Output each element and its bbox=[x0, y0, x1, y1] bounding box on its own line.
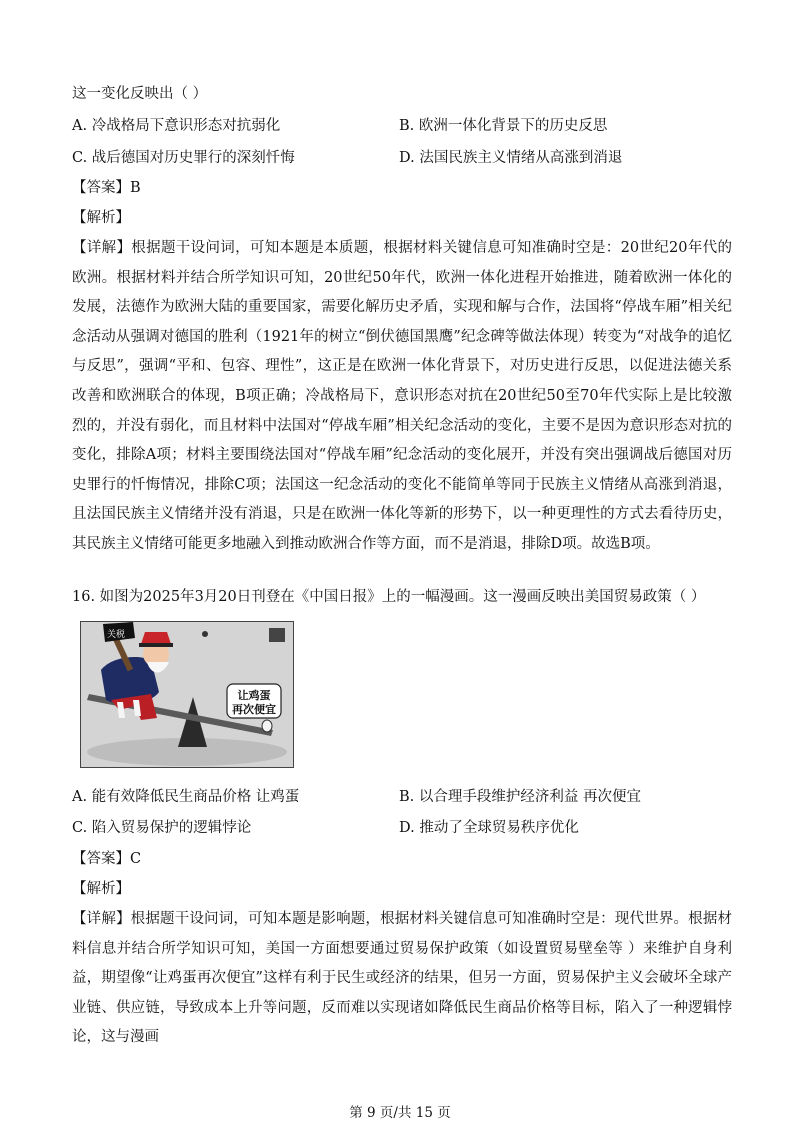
speech-line-2: 再次便宜 bbox=[232, 703, 276, 716]
hammer-label: 关税 bbox=[107, 630, 126, 640]
q15-option-b: B. 欧洲一体化背景下的历史反思 bbox=[399, 118, 608, 134]
cartoon-illustration bbox=[81, 622, 293, 767]
q16-analysis: 【详解】根据题干设问词，可知本题是影响题，根据材料关键信息可知准确时空是：现代世界。根据材料信息并结合所学知识可知，美国一方面想要通过贸易保护政策（如设置贸易壁垒等 ）来维护自身利益，期望像“让鸡蛋再次便宜”这样有利于民生或经济的结果，但另一方面，贸易保护主义会破坏全球产业链、供应链，导致成本上升等问题，反而难以实现诸如降低民生商品价格等目标，陷入了一种逻辑悖论，这与漫画 bbox=[72, 911, 732, 1046]
q16-option-c: C. 陷入贸易保护的逻辑悖论 bbox=[72, 820, 252, 836]
speech-line-1: 让鸡蛋 bbox=[237, 689, 271, 702]
figure-hat bbox=[141, 632, 171, 644]
q16-stem: 16. 如图为2025年3月20日刊登在《中国日报》上的一幅漫画。这一漫画反映出美国贸易政策（ ） bbox=[72, 589, 706, 605]
q15-option-c: C. 战后德国对历史罪行的深刻忏悔 bbox=[72, 150, 295, 166]
q15-analysis-label: 【解析】 bbox=[72, 210, 130, 226]
q15-option-a: A. 冷战格局下意识形态对抗弱化 bbox=[72, 118, 281, 134]
q15-stem-tail: 这一变化反映出（ ） bbox=[72, 86, 208, 102]
q16-cartoon bbox=[80, 621, 294, 768]
page-footer: 第 9 页/共 15 页 bbox=[349, 1105, 451, 1121]
egg-icon bbox=[262, 720, 272, 732]
q16-option-d: D. 推动了全球贸易秩序优化 bbox=[399, 820, 579, 836]
q16-option-b: B. 以合理手段维护经济利益 再次便宜 bbox=[399, 789, 641, 805]
q16-answer: 【答案】C bbox=[72, 851, 142, 867]
q16-analysis-label: 【解析】 bbox=[72, 881, 130, 897]
q15-option-d: D. 法国民族主义情绪从高涨到消退 bbox=[399, 150, 623, 166]
q16-option-a: A. 能有效降低民生商品价格 让鸡蛋 bbox=[72, 789, 300, 805]
cartoonist-mark bbox=[269, 628, 285, 642]
q15-answer: 【答案】B bbox=[72, 180, 141, 196]
q15-analysis: 【详解】根据题干设问词，可知本题是本质题，根据材料关键信息可知准确时空是：20世纪20年代的欧洲。根据材料并结合所学知识可知，20世纪50年代，欧洲一体化进程开始推进，随着欧洲一体化的发展，法德作为欧洲大陆的重要国家，需要化解历史矛盾，实现和解与合作，法国将“停战车厢”相关纪念活动从强调对德国的胜利（1921年的树立“倒伏德国黑鹰”纪念碑等做法体现）转变为“对战争的追忆与反思”，强调“平和、包容、理性”，这正是在欧洲一体化背景下，对历史进行反思，以促进法德关系改善和欧洲联合的体现，B项正确；冷战格局下，意识形态对抗在20世纪50至70年代实际上是比较激烈的，并没有弱化，而且材料中法国对“停战车厢”相关纪念活动的变化，主要不是因为意识形态对抗的变化，排除A项；材料主要围绕法国对“停战车厢”纪念活动的变化展开，并没有突出强调战后德国对历史罪行的忏悔情况，排除C项；法国这一纪念活动的变化不能简单等同于民族主义情绪从高涨到消退，且法国民族主义情绪并没有消退，只是在欧洲一体化等新的形势下，以一种更理性的方式去看待历史，其民族主义情绪可能更多地融入到推动欧洲合作等方面，而不是消退，排除D项。故选B项。 bbox=[72, 240, 732, 552]
